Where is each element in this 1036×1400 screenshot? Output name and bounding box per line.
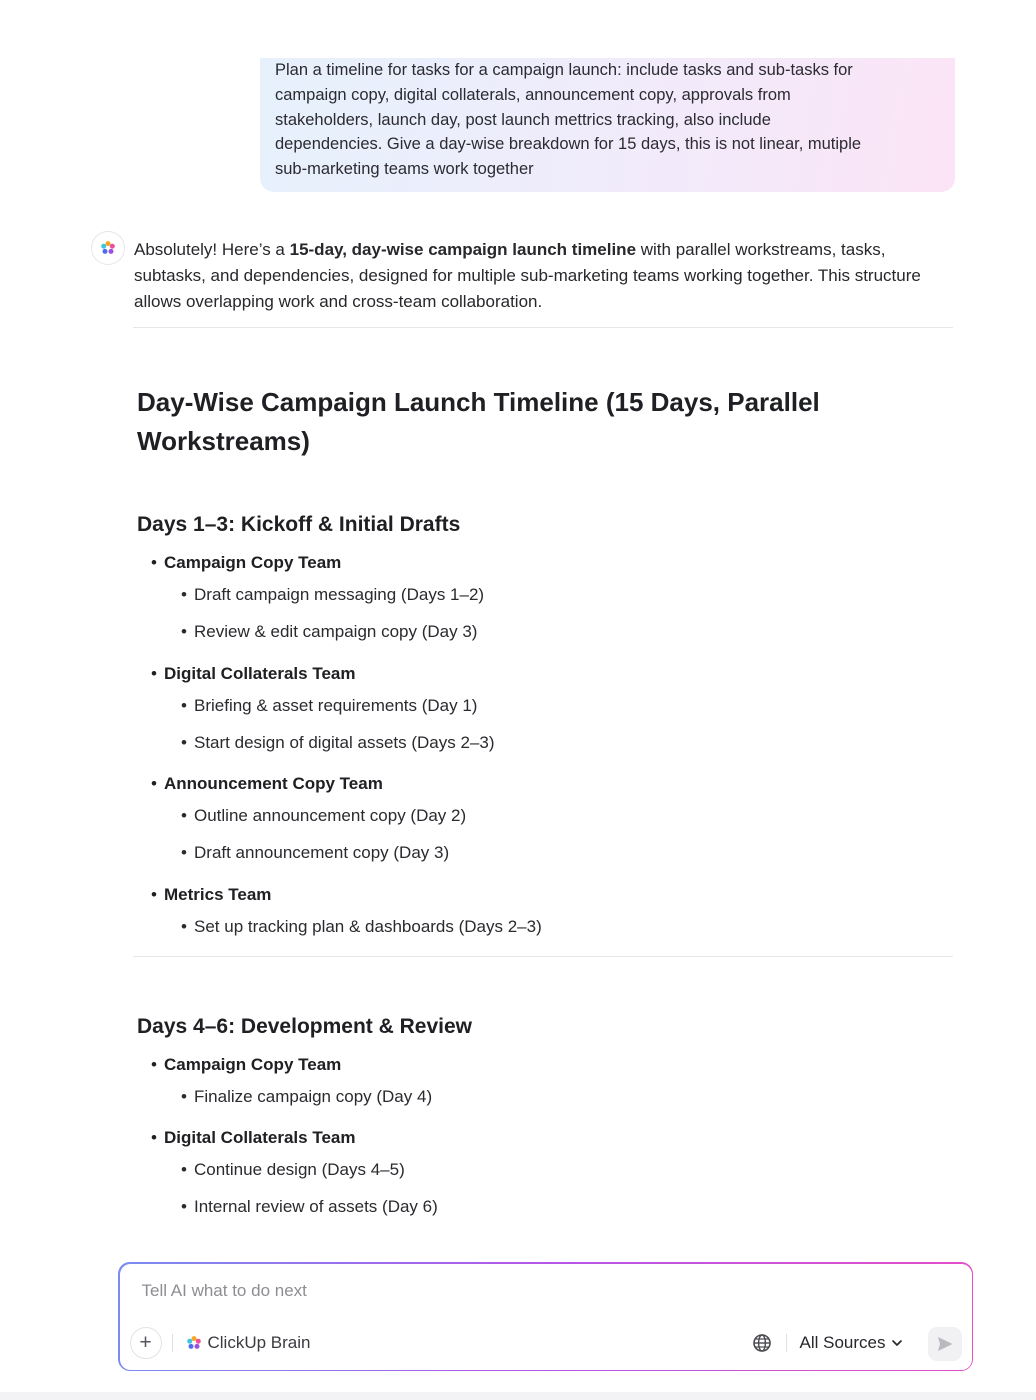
send-icon	[936, 1335, 954, 1353]
clickup-brain-label: ClickUp Brain	[207, 1332, 311, 1352]
divider	[133, 956, 953, 957]
toolbar-separator	[172, 1334, 173, 1352]
team-label: • Metrics Team	[151, 885, 272, 904]
task-item: • Set up tracking plan & dashboards (Days 2–3)	[181, 917, 542, 936]
ai-prompt-input[interactable]	[142, 1281, 742, 1301]
section-heading: Days 4–6: Development & Review	[137, 1015, 472, 1038]
task-item: • Draft campaign messaging (Days 1–2)	[181, 585, 485, 604]
team-label: • Digital Collaterals Team	[151, 1128, 356, 1147]
clickup-brain-icon	[186, 1335, 202, 1351]
globe-icon[interactable]	[752, 1333, 772, 1353]
user-message-bubble	[260, 58, 955, 192]
task-item: • Finalize campaign copy (Day 4)	[181, 1087, 433, 1106]
add-attachment-button[interactable]	[130, 1327, 162, 1359]
clickup-brain-button[interactable]	[186, 1331, 311, 1355]
ai-composer	[118, 1262, 973, 1371]
user-message-line: campaign copy, digital collaterals, announcement copy, approvals from	[275, 85, 791, 104]
ai-avatar	[91, 231, 125, 265]
team-label: • Campaign Copy Team	[151, 1055, 342, 1074]
response-heading: Day-Wise Campaign Launch Timeline (15 Days, Parallel Workstreams)	[137, 387, 820, 456]
user-message-line: dependencies. Give a day-wise breakdown for 15 days, this is not linear, mutiple	[275, 135, 862, 154]
user-message-line: sub-marketing teams work together	[275, 160, 534, 179]
task-item: • Outline announcement copy (Day 2)	[181, 806, 467, 825]
task-item: • Draft announcement copy (Day 3)	[181, 843, 450, 862]
section-heading: Days 1–3: Kickoff & Initial Drafts	[137, 513, 461, 536]
toolbar-separator	[786, 1334, 787, 1352]
clickup-brain-icon	[100, 240, 116, 256]
task-item: • Continue design (Days 4–5)	[181, 1160, 405, 1179]
all-sources-dropdown[interactable]	[800, 1331, 904, 1355]
ai-intro-text: Absolutely! Here’s a 15-day, day-wise campaign launch timeline with parallel workstreams, tasks, subtasks, and dependencies, designed for multiple sub-marketing teams working together. This structure allows overlapping work and cross-team collaboration.	[134, 240, 921, 311]
bottom-edge	[0, 1392, 1036, 1400]
all-sources-label: All Sources	[799, 1332, 886, 1352]
task-item: • Review & edit campaign copy (Day 3)	[181, 622, 478, 641]
team-label: • Announcement Copy Team	[151, 774, 383, 793]
chevron-down-icon	[891, 1337, 903, 1349]
send-button[interactable]	[928, 1327, 962, 1361]
scroll-fade	[0, 1232, 1036, 1262]
task-item: • Internal review of assets (Day 6)	[181, 1197, 438, 1216]
composer-body	[120, 1264, 972, 1370]
intro-highlight: 15-day, day-wise campaign launch timeline	[289, 240, 637, 259]
team-label: • Digital Collaterals Team	[151, 664, 356, 683]
user-message-line: stakeholders, launch day, post launch mettrics tracking, also include	[275, 110, 771, 129]
team-label: • Campaign Copy Team	[151, 553, 342, 572]
divider	[133, 327, 953, 328]
user-message-line: Plan a timeline for tasks for a campaign launch: include tasks and sub-tasks for	[275, 61, 853, 79]
task-item: • Start design of digital assets (Days 2–3)	[181, 733, 495, 752]
task-item: • Briefing & asset requirements (Day 1)	[181, 696, 478, 715]
plus-icon: +	[139, 1331, 152, 1354]
